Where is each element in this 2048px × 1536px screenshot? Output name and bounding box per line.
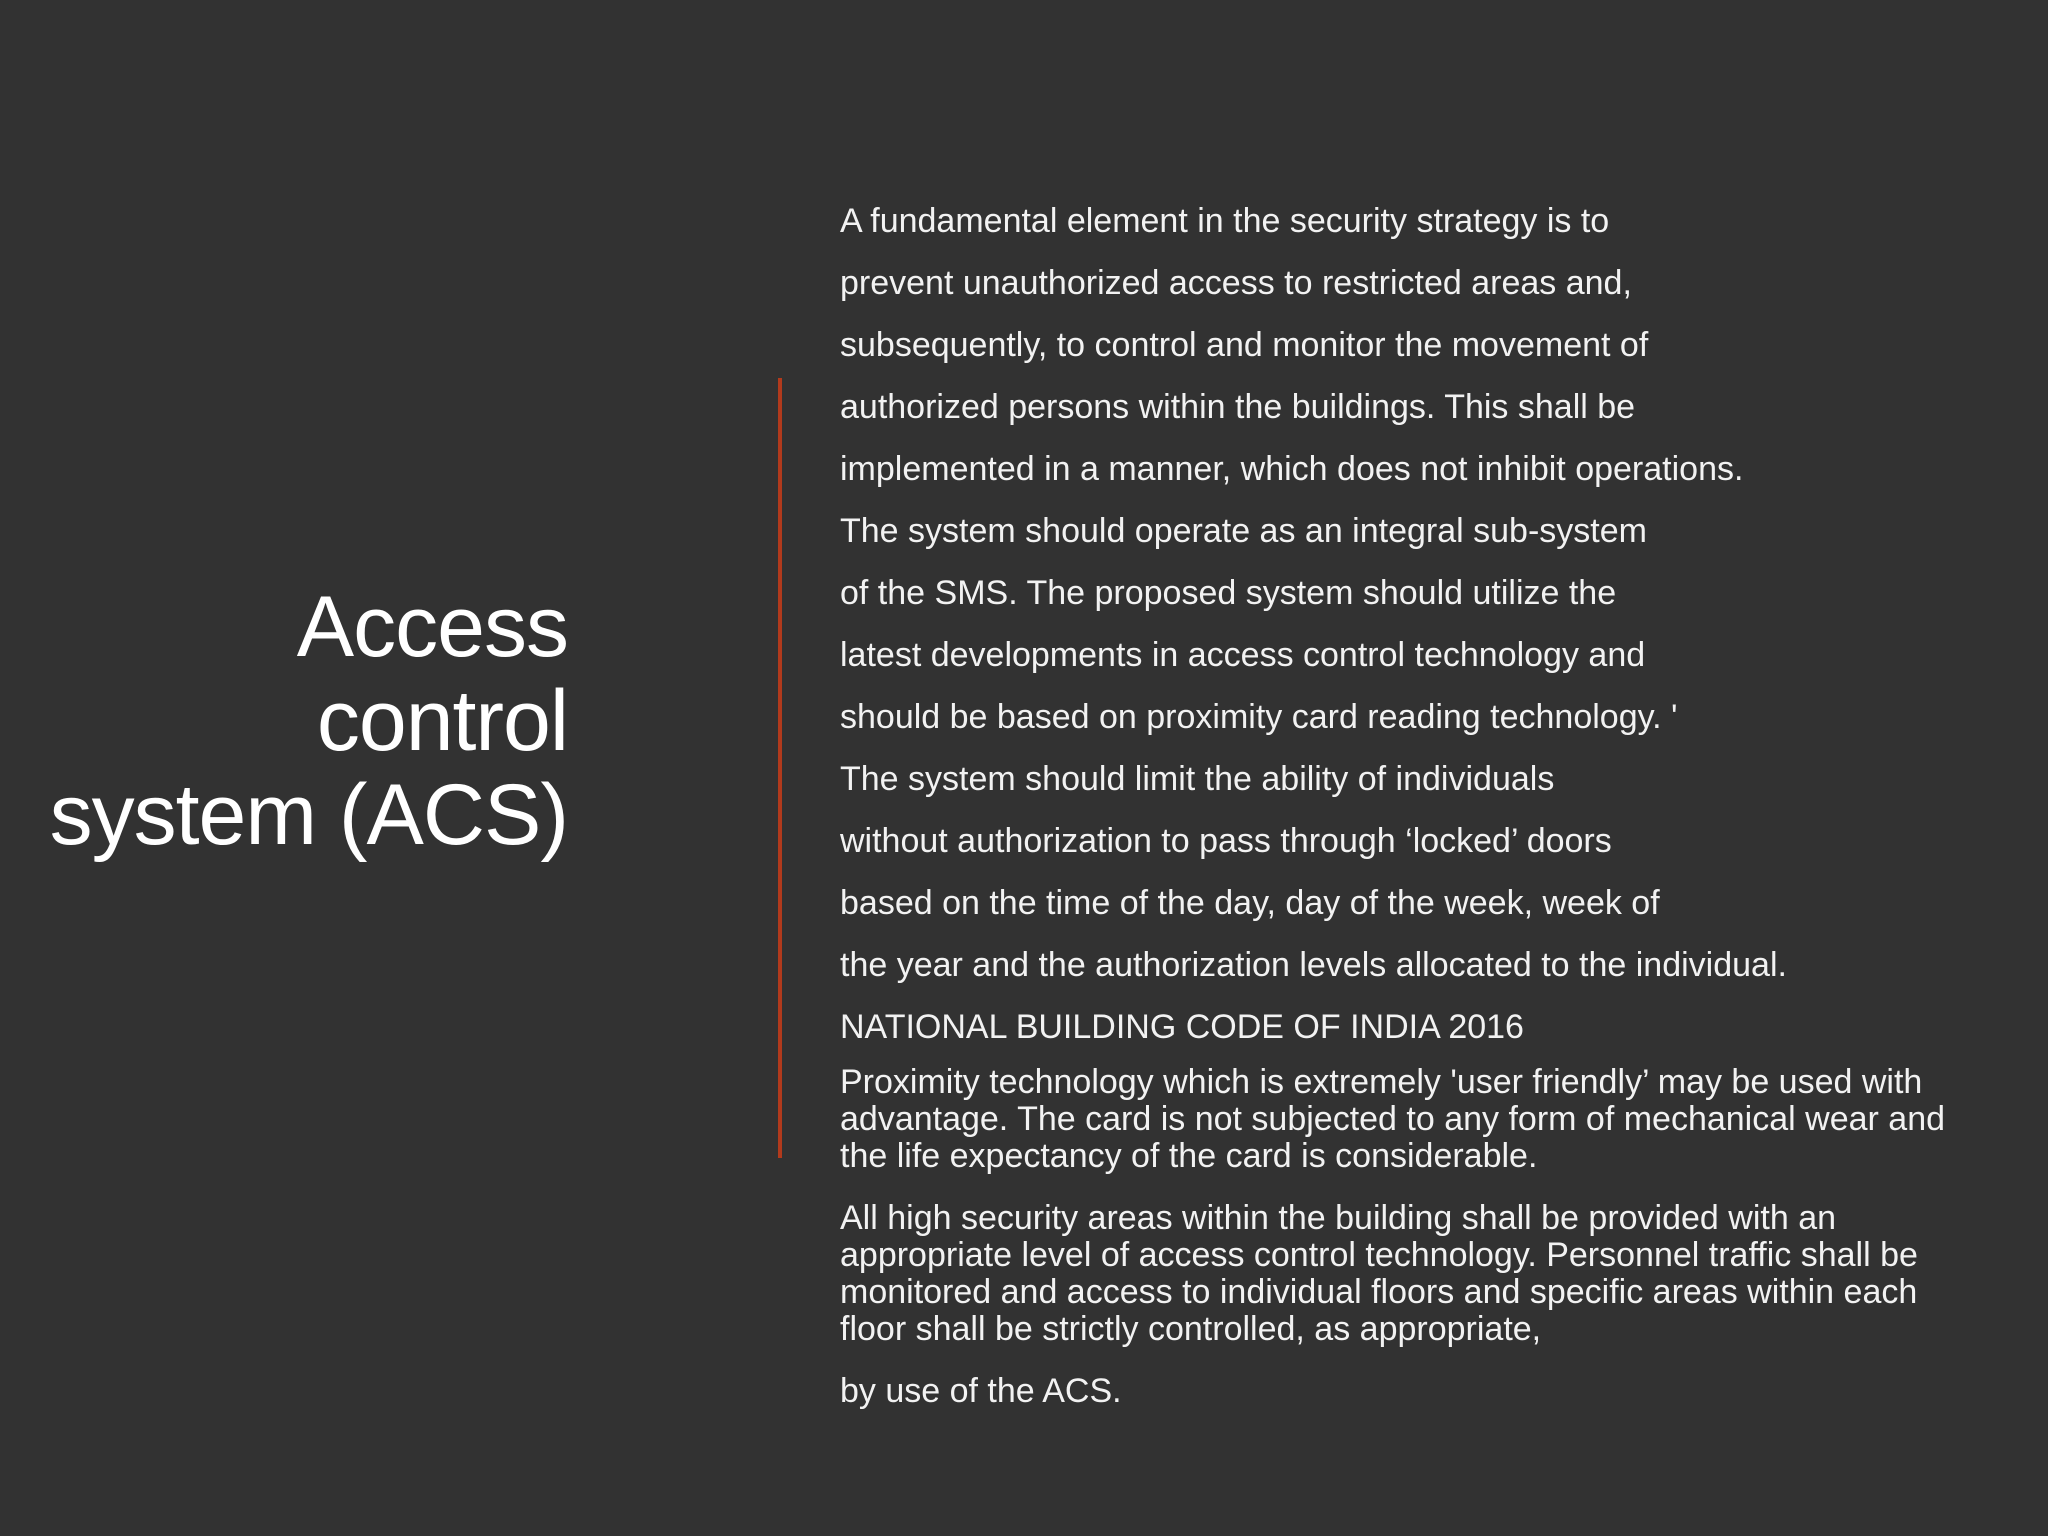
title-line-1: Access bbox=[296, 579, 568, 675]
title-line-2: control bbox=[316, 673, 568, 769]
paragraph-line: monitored and access to individual floors and specific areas within each bbox=[840, 1273, 1918, 1311]
paragraph-line: advantage. The card is not subjected to any form of mechanical wear and bbox=[840, 1100, 1946, 1138]
body-line: without authorization to pass through ‘locked’ doors bbox=[840, 822, 1612, 860]
body-line: The system should limit the ability of individuals bbox=[840, 760, 1555, 798]
paragraph-line: Proximity technology which is extremely 'user friendly’ may be used with bbox=[840, 1063, 1923, 1101]
body-line: implemented in a manner, which does not inhibit operations. bbox=[840, 450, 1744, 488]
body-line: of the SMS. The proposed system should utilize the bbox=[840, 574, 1617, 612]
body-line: the year and the authorization levels allocated to the individual. bbox=[840, 946, 1787, 984]
slide-title bbox=[8, 580, 568, 862]
paragraph-line: the life expectancy of the card is considerable. bbox=[840, 1137, 1538, 1175]
paragraph-proximity bbox=[840, 1064, 2020, 1175]
accent-divider bbox=[778, 378, 782, 1158]
title-line-3: system (ACS) bbox=[49, 767, 568, 863]
body-line: subsequently, to control and monitor the movement of bbox=[840, 326, 1649, 364]
paragraph-line: All high security areas within the building shall be provided with an bbox=[840, 1199, 1837, 1237]
body-line: A fundamental element in the security strategy is to bbox=[840, 202, 1610, 240]
body-line: prevent unauthorized access to restricted areas and, bbox=[840, 264, 1632, 302]
body-line: should be based on proximity card reading technology. ' bbox=[840, 698, 1678, 736]
paragraph-closing bbox=[840, 1373, 2020, 1410]
body-line: based on the time of the day, day of the week, week of bbox=[840, 884, 1660, 922]
body-line: authorized persons within the buildings. This shall be bbox=[840, 388, 1636, 426]
paragraph-line: floor shall be strictly controlled, as appropriate, bbox=[840, 1310, 1542, 1348]
paragraph-line: appropriate level of access control technology. Personnel traffic shall be bbox=[840, 1236, 1918, 1274]
body-line: The system should operate as an integral sub-system bbox=[840, 512, 1647, 550]
paragraph-line: by use of the ACS. bbox=[840, 1372, 1122, 1410]
paragraph-high-security bbox=[840, 1200, 2020, 1348]
slide-body bbox=[840, 196, 2020, 1435]
body-line: latest developments in access control technology and bbox=[840, 636, 1646, 674]
source-citation: NATIONAL BUILDING CODE OF INDIA 2016 bbox=[840, 1008, 1524, 1046]
